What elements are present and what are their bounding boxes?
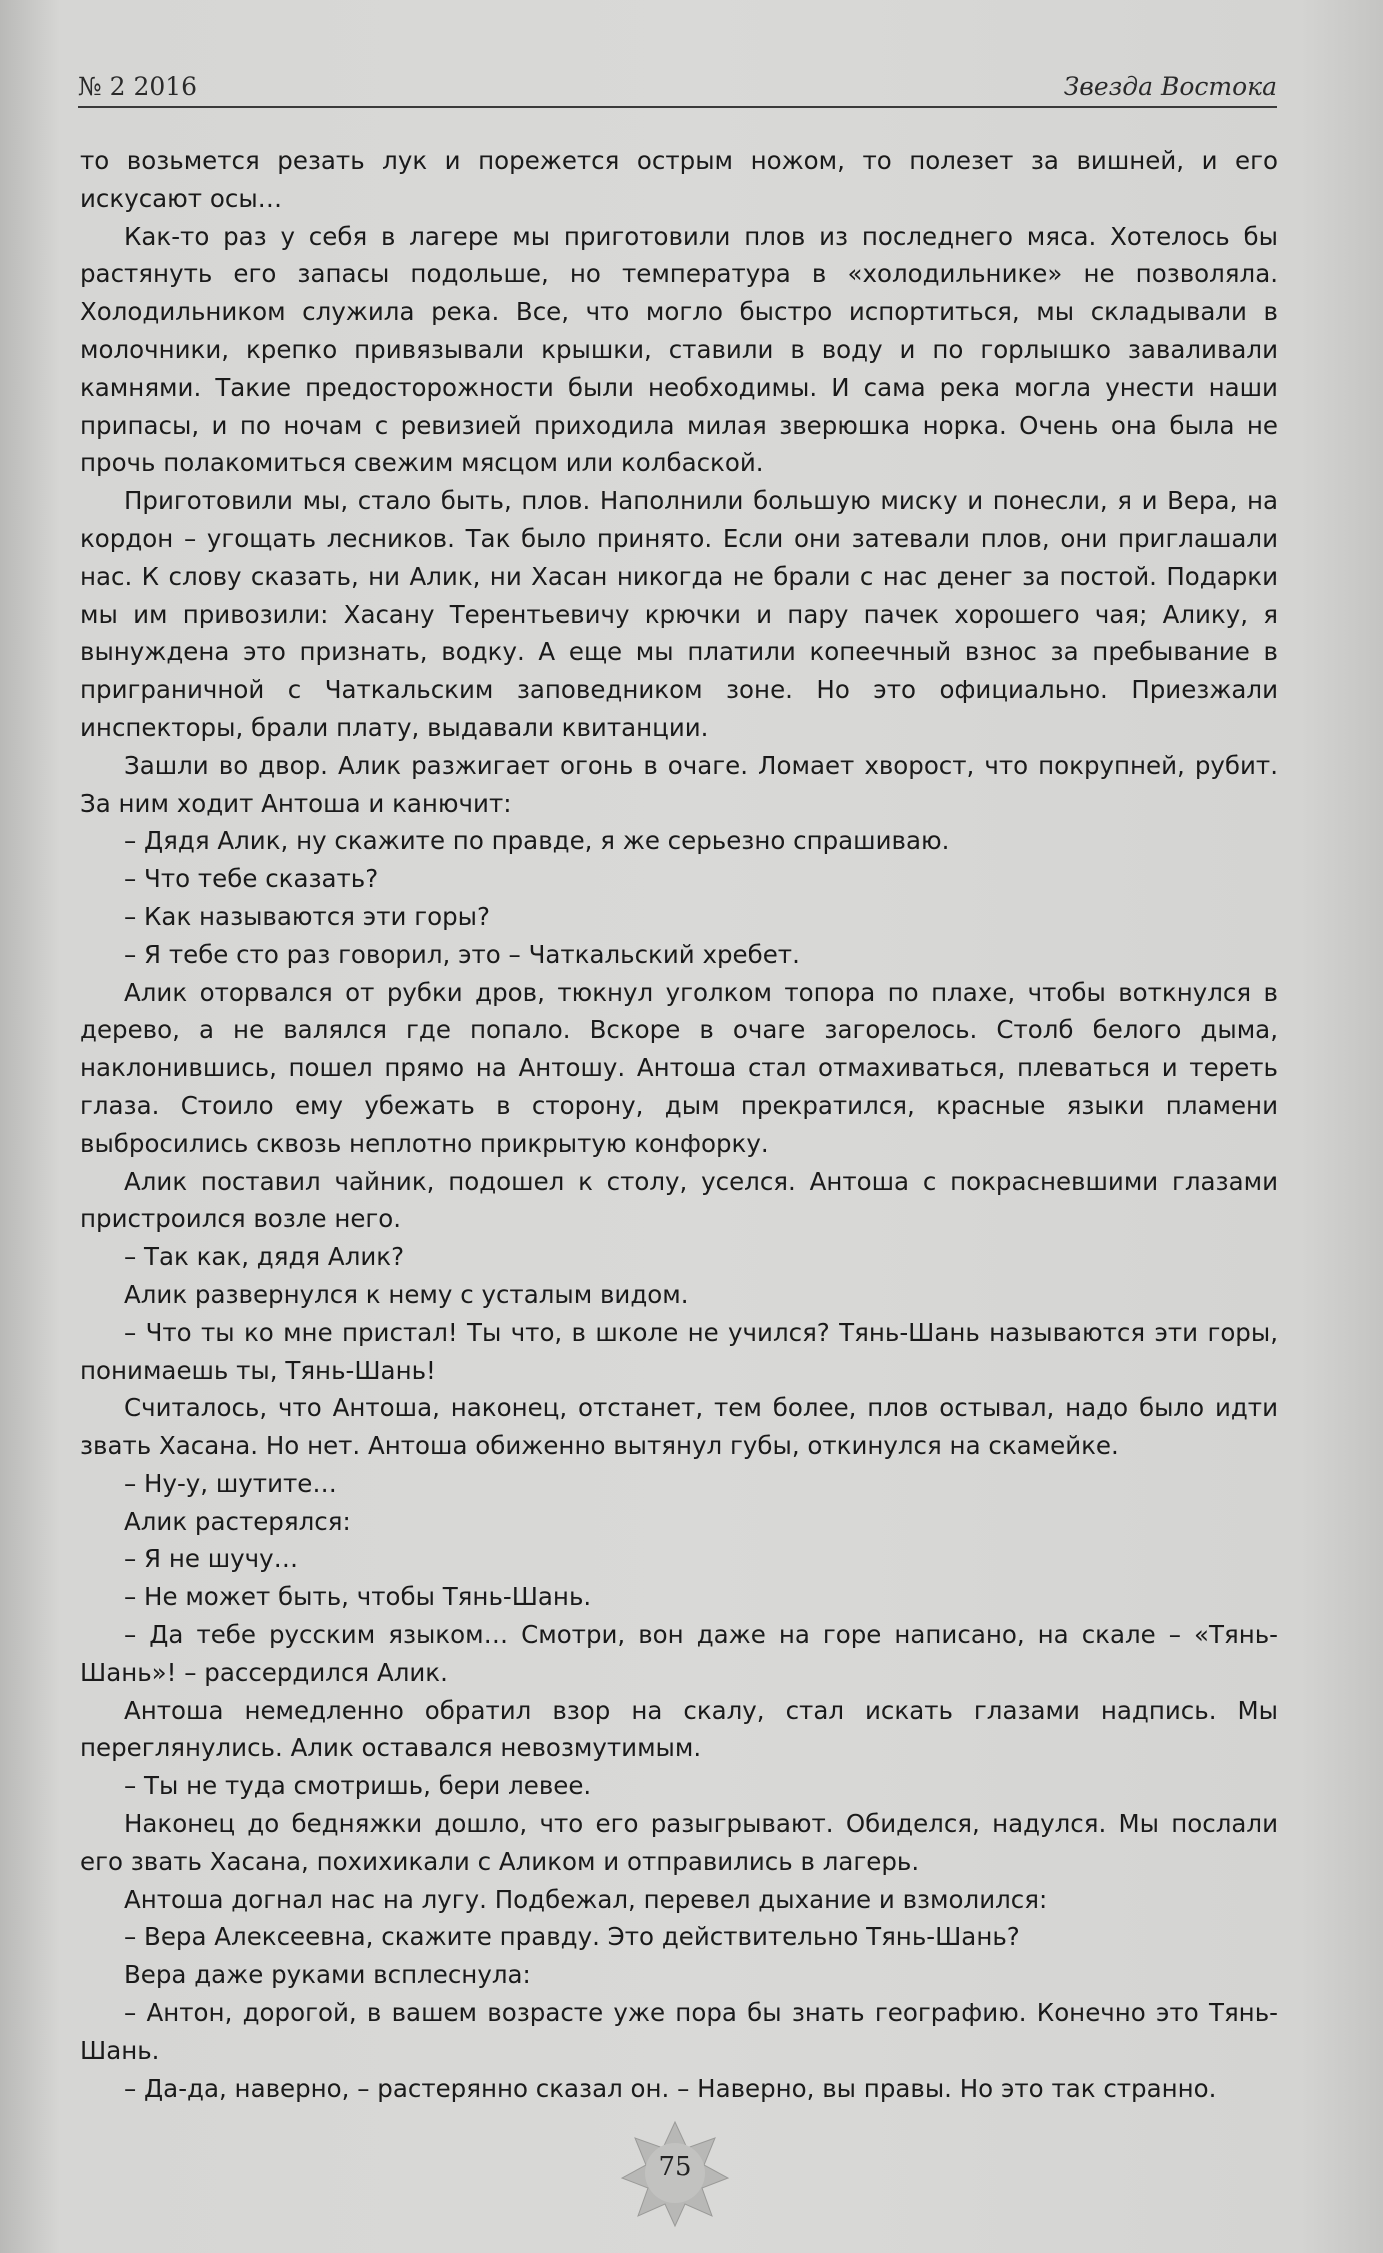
paragraph: то возьмется резать лук и порежется острым ножом, то полезет за вишней, и его искусают осы… bbox=[80, 146, 1278, 213]
dialogue-line: – Я тебе сто раз говорил, это – Чаткальский хребет. bbox=[124, 939, 800, 969]
paragraph: Наконец до бедняжки дошло, что его разыгрывают. Обиделся, надулся. Мы послали его звать Хасана, похихикали с Аликом и отправились в лагерь. bbox=[80, 1809, 1278, 1876]
journal-title: Звезда Востока bbox=[1063, 72, 1277, 101]
dialogue-line: – Вера Алексеевна, скажите правду. Это действительно Тянь-Шань? bbox=[124, 1922, 1020, 1952]
dialogue-line: – Антон, дорогой, в вашем возрасте уже пора бы знать географию. Конечно это Тянь-Шань. bbox=[80, 1998, 1278, 2065]
dialogue-line: – Ну-у, шутите… bbox=[124, 1468, 337, 1498]
dialogue-line: – Дядя Алик, ну скажите по правде, я же серьезно спрашиваю. bbox=[124, 826, 950, 856]
dialogue-line: – Как называются эти горы? bbox=[124, 901, 490, 931]
issue-number: № 2 2016 bbox=[78, 72, 198, 101]
paragraph: Как-то раз у себя в лагере мы приготовили плов из последнего мяса. Хотелось бы растянуть его запасы подольше, но температура в «холодильнике» не позволяла. Холодильником служила река. Все, что могло быстро испортиться, мы складывали в молочники, крепко привязывали крышки, ставили в воду и по горлышко заваливали камнями. Такие предосторожности были необходимы. И сама река могла унести наши припасы, и по ночам с ревизией приходила милая зверюшка норка. Очень она была не прочь полакомиться свежим мясцом или колбаской. bbox=[80, 221, 1278, 478]
page-number: 75 bbox=[658, 2152, 692, 2182]
paragraph: Зашли во двор. Алик разжигает огонь в очаге. Ломает хворост, что покрупней, рубит. За ним ходит Антоша и канючит: bbox=[80, 750, 1278, 818]
paragraph: Антоша догнал нас на лугу. Подбежал, перевел дыхание и взмолился: bbox=[124, 1884, 1048, 1914]
dialogue-line: – Что ты ко мне пристал! Ты что, в школе не учился? Тянь-Шань называются эти горы, понимаешь ты, Тянь-Шань! bbox=[80, 1317, 1278, 1385]
paragraph: Алик оторвался от рубки дров, тюкнул уголком топора по плахе, чтобы воткнулся в дерево, а не валялся где попало. Вскоре в очаге загорелось. Столб белого дыма, наклонившись, пошел прямо на Антошу. Антоша стал отмахиваться, плеваться и тереть глаза. Стоило ему убежать в сторону, дым прекратился, красные языки пламени выбросились сквозь неплотно прикрытую конфорку. bbox=[80, 977, 1278, 1158]
dialogue-line: – Да-да, наверно, – растерянно сказал он. – Наверно, вы правы. Но это так странно. bbox=[124, 2073, 1217, 2103]
dialogue-line: – Так как, дядя Алик? bbox=[124, 1242, 405, 1272]
dialogue-line: – Что тебе сказать? bbox=[124, 864, 379, 894]
paragraph: Антоша немедленно обратил взор на скалу, стал искать глазами надпись. Мы переглянулись. Алик оставался невозмутимым. bbox=[80, 1695, 1278, 1763]
dialogue-line: – Ты не туда смотришь, бери левее. bbox=[124, 1771, 592, 1801]
paragraph: Вера даже руками всплеснула: bbox=[124, 1960, 531, 1990]
dialogue-line: – Я не шучу… bbox=[124, 1544, 299, 1574]
dialogue-line: – Да тебе русским языком… Смотри, вон даже на горе написано, на скале – «Тянь-Шань»! – рассердился Алик. bbox=[80, 1620, 1278, 1687]
paragraph: Алик растерялся: bbox=[124, 1506, 351, 1536]
body-text bbox=[80, 142, 1278, 2107]
running-header bbox=[78, 66, 1277, 108]
paragraph: Алик поставил чайник, подошел к столу, уселся. Антоша с покрасневшими глазами пристроился возле него. bbox=[80, 1166, 1278, 1234]
paragraph: Считалось, что Антоша, наконец, отстанет, тем более, плов остывал, надо было идти звать Хасана. Но нет. Антоша обиженно вытянул губы, откинулся на скамейке. bbox=[80, 1393, 1278, 1461]
paragraph: Приготовили мы, стало быть, плов. Наполнили большую миску и понесли, я и Вера, на кордон – угощать лесников. Так было принято. Если они затевали плов, они приглашали нас. К слову сказать, ни Алик, ни Хасан никогда не брали с нас денег за постой. Подарки мы им привозили: Хасану Терентьевичу крючки и пару пачек хорошего чая; Алику, я вынуждена это признать, водку. А еще мы платили копеечный взнос за пребывание в приграничной с Чаткальским заповедником зоне. Но это официально. Приезжали инспекторы, брали плату, выдавали квитанции. bbox=[80, 486, 1278, 742]
paragraph: Алик развернулся к нему с усталым видом. bbox=[124, 1279, 689, 1309]
page-number-ornament bbox=[620, 2118, 730, 2228]
dialogue-line: – Не может быть, чтобы Тянь-Шань. bbox=[124, 1582, 592, 1612]
